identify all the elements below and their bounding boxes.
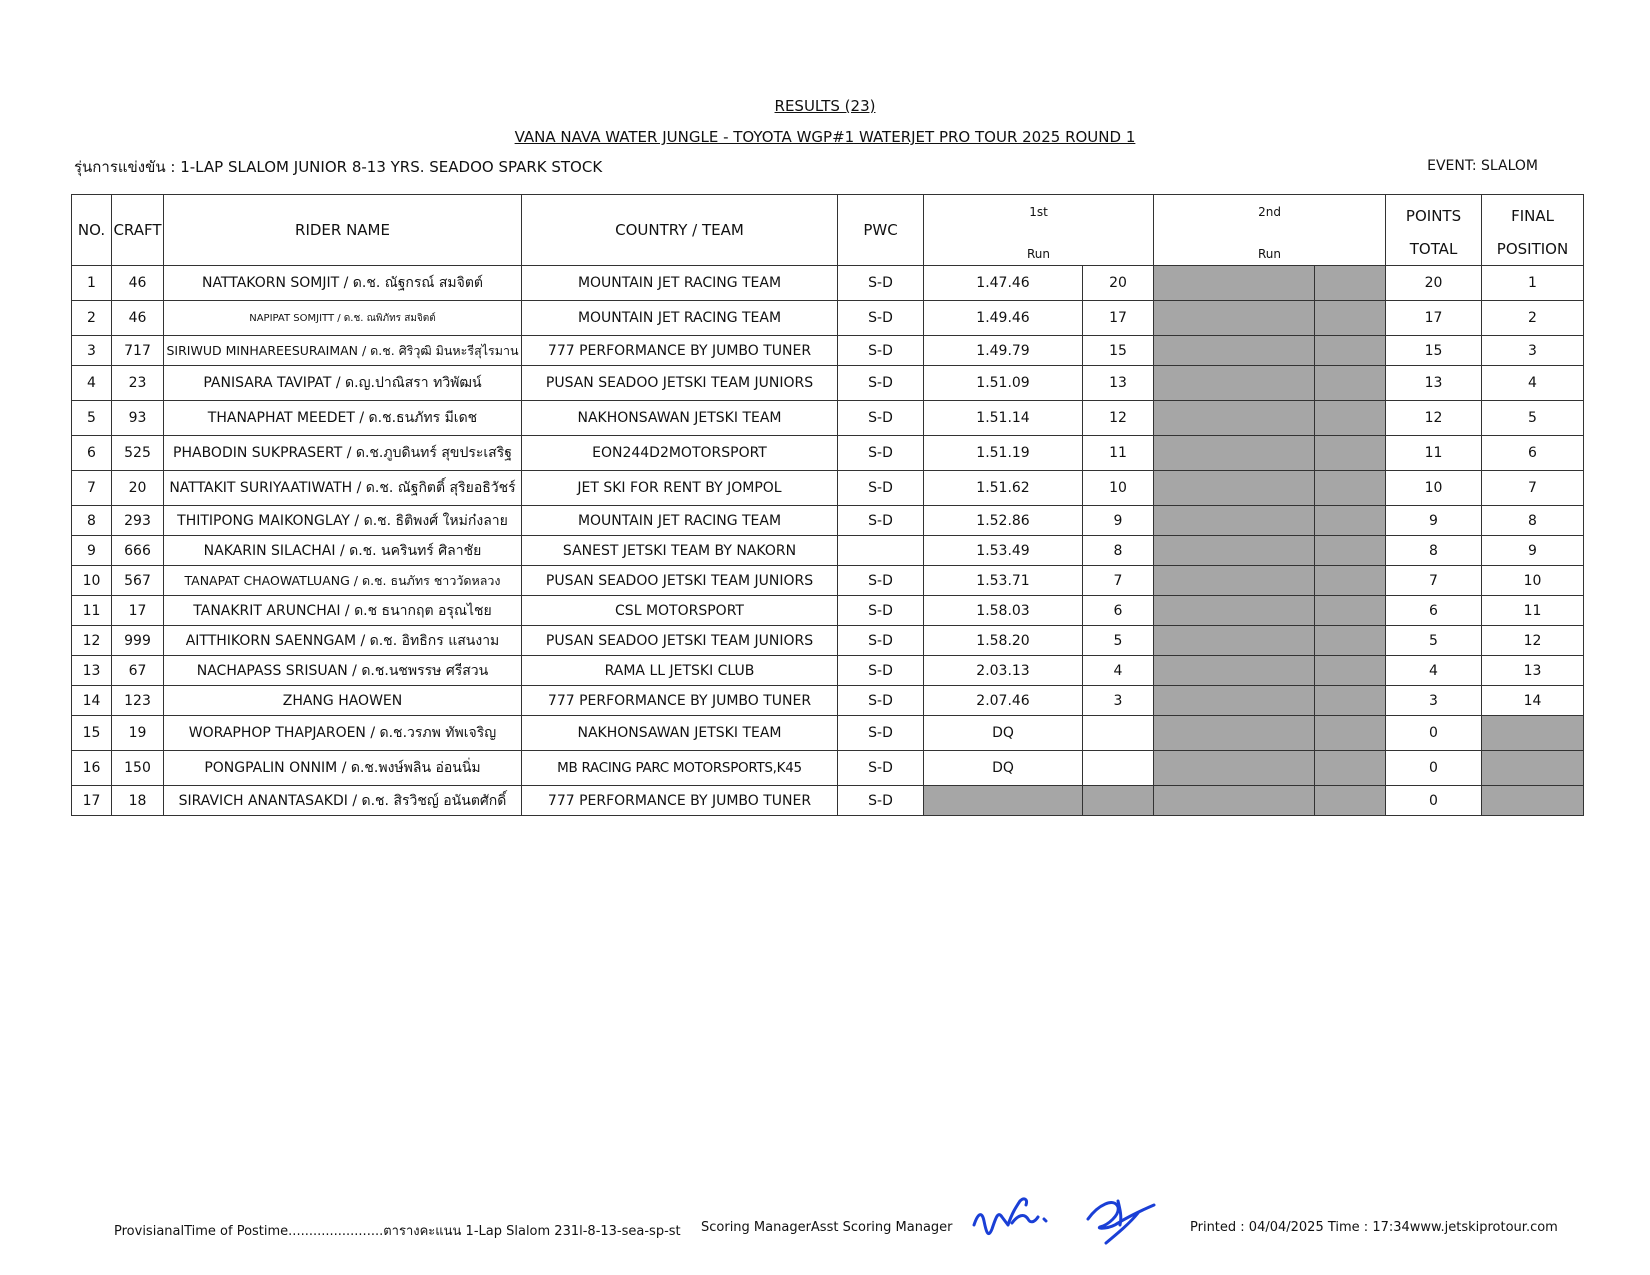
col-run2-header: 2nd (1154, 195, 1386, 234)
cell-pwc: S-D (838, 751, 924, 786)
cell-points-total: 3 (1386, 686, 1482, 716)
cell-run2-points (1315, 596, 1386, 626)
cell-run2-time (1154, 436, 1315, 471)
cell-pwc: S-D (838, 656, 924, 686)
cell-points-total: 0 (1386, 751, 1482, 786)
col-team-header: COUNTRY / TEAM (522, 195, 838, 266)
cell-craft: 666 (112, 536, 164, 566)
cell-run2-time (1154, 266, 1315, 301)
cell-no: 2 (72, 301, 112, 336)
cell-rider-name: NACHAPASS SRISUAN / ด.ช.นชพรรษ ศรีสวน (164, 656, 522, 686)
cell-run2-points (1315, 266, 1386, 301)
cell-run2-points (1315, 471, 1386, 506)
cell-run1-points (1083, 786, 1154, 816)
cell-no: 6 (72, 436, 112, 471)
cell-points-total: 17 (1386, 301, 1482, 336)
cell-no: 13 (72, 656, 112, 686)
cell-run2-time (1154, 301, 1315, 336)
cell-craft: 293 (112, 506, 164, 536)
cell-run1-time: 2.07.46 (924, 686, 1083, 716)
cell-run2-time (1154, 336, 1315, 366)
col-craft-header: CRAFT (112, 195, 164, 266)
table-row (72, 786, 1584, 816)
cell-rider-name: PONGPALIN ONNIM / ด.ช.พงษ์พลิน อ่อนนิ่ม (164, 751, 522, 786)
cell-final-position: 2 (1482, 301, 1584, 336)
cell-run1-points (1083, 751, 1154, 786)
cell-final-position: 7 (1482, 471, 1584, 506)
cell-craft: 23 (112, 366, 164, 401)
cell-rider-name: SIRAVICH ANANTASAKDI / ด.ช. สิรวิชญ์ อนันตศักดิ์ (164, 786, 522, 816)
cell-final-position: 9 (1482, 536, 1584, 566)
results-table (71, 194, 1584, 816)
cell-run1-time: 1.49.79 (924, 336, 1083, 366)
cell-run2-time (1154, 626, 1315, 656)
cell-final-position: 1 (1482, 266, 1584, 301)
cell-run2-time (1154, 566, 1315, 596)
cell-final-position: 10 (1482, 566, 1584, 596)
cell-craft: 93 (112, 401, 164, 436)
cell-run1-points: 11 (1083, 436, 1154, 471)
cell-final-position: 3 (1482, 336, 1584, 366)
cell-no: 12 (72, 626, 112, 656)
cell-run2-points (1315, 436, 1386, 471)
table-row (72, 751, 1584, 786)
cell-craft: 567 (112, 566, 164, 596)
cell-run1-points: 20 (1083, 266, 1154, 301)
cell-craft: 150 (112, 751, 164, 786)
cell-no: 16 (72, 751, 112, 786)
event-label: EVENT: SLALOM (1427, 158, 1538, 174)
cell-run1-points: 6 (1083, 596, 1154, 626)
cell-run2-time (1154, 471, 1315, 506)
cell-pwc: S-D (838, 401, 924, 436)
cell-no: 10 (72, 566, 112, 596)
cell-run1-time: 1.58.03 (924, 596, 1083, 626)
cell-no: 17 (72, 786, 112, 816)
cell-no: 8 (72, 506, 112, 536)
table-row (72, 656, 1584, 686)
cell-team: 777 PERFORMANCE BY JUMBO TUNER (522, 336, 838, 366)
cell-pwc: S-D (838, 266, 924, 301)
table-row (72, 566, 1584, 596)
cell-run2-points (1315, 336, 1386, 366)
cell-pwc: S-D (838, 596, 924, 626)
table-row (72, 506, 1584, 536)
cell-run1-points: 15 (1083, 336, 1154, 366)
footer-provisional: ProvisianalTime of Postime.......................ตารางคะแนน 1-Lap Slalom 231l-8-13-sea-sp-st (114, 1224, 681, 1239)
cell-run1-time: 1.49.46 (924, 301, 1083, 336)
col-points-subheader: TOTAL (1386, 233, 1482, 266)
cell-run2-points (1315, 656, 1386, 686)
cell-craft: 17 (112, 596, 164, 626)
cell-final-position: 12 (1482, 626, 1584, 656)
cell-pwc: S-D (838, 686, 924, 716)
cell-rider-name: SIRIWUD MINHAREESURAIMAN / ด.ช. ศิริวุฒิ มินหะรีสุไรมาน (164, 336, 522, 366)
cell-pwc: S-D (838, 566, 924, 596)
col-run2-subheader: Run (1154, 233, 1386, 266)
cell-points-total: 12 (1386, 401, 1482, 436)
col-pwc-header: PWC (838, 195, 924, 266)
cell-run1-time: 1.51.09 (924, 366, 1083, 401)
cell-points-total: 6 (1386, 596, 1482, 626)
col-run1-subheader: Run (924, 233, 1154, 266)
cell-run1-time: 1.58.20 (924, 626, 1083, 656)
cell-team: JET SKI FOR RENT BY JOMPOL (522, 471, 838, 506)
cell-run1-time: 1.51.19 (924, 436, 1083, 471)
table-row (72, 686, 1584, 716)
signature-1 (974, 1199, 1046, 1234)
cell-run1-time: 1.47.46 (924, 266, 1083, 301)
cell-run1-time (924, 786, 1083, 816)
cell-rider-name: NAKARIN SILACHAI / ด.ช. นครินทร์ ศิลาชัย (164, 536, 522, 566)
cell-team: 777 PERFORMANCE BY JUMBO TUNER (522, 786, 838, 816)
footer-scoring-manager: Scoring ManagerAsst Scoring Manager (701, 1220, 953, 1235)
cell-pwc: S-D (838, 336, 924, 366)
cell-team: NAKHONSAWAN JETSKI TEAM (522, 716, 838, 751)
cell-points-total: 8 (1386, 536, 1482, 566)
cell-run1-points: 7 (1083, 566, 1154, 596)
cell-rider-name: THANAPHAT MEEDET / ด.ช.ธนภัทร มีเดช (164, 401, 522, 436)
cell-points-total: 10 (1386, 471, 1482, 506)
event-subtitle: VANA NAVA WATER JUNGLE - TOYOTA WGP#1 WATERJET PRO TOUR 2025 ROUND 1 (514, 128, 1136, 146)
cell-pwc: S-D (838, 626, 924, 656)
cell-run1-time: DQ (924, 751, 1083, 786)
cell-rider-name: NAPIPAT SOMJITT / ด.ช. ณพิภัทร สมจิตต์ (164, 301, 522, 336)
cell-run2-time (1154, 686, 1315, 716)
cell-craft: 46 (112, 266, 164, 301)
cell-run2-time (1154, 536, 1315, 566)
col-final-header: FINAL (1482, 195, 1584, 234)
cell-run2-points (1315, 626, 1386, 656)
cell-run1-points: 12 (1083, 401, 1154, 436)
cell-run1-time: 1.51.14 (924, 401, 1083, 436)
cell-pwc: S-D (838, 471, 924, 506)
col-final-subheader: POSITION (1482, 233, 1584, 266)
cell-no: 5 (72, 401, 112, 436)
table-row (72, 301, 1584, 336)
cell-pwc: S-D (838, 301, 924, 336)
cell-final-position: 5 (1482, 401, 1584, 436)
cell-craft: 20 (112, 471, 164, 506)
cell-run1-points: 17 (1083, 301, 1154, 336)
cell-run1-points: 5 (1083, 626, 1154, 656)
cell-points-total: 15 (1386, 336, 1482, 366)
col-run1-header: 1st (924, 195, 1154, 234)
cell-final-position (1482, 786, 1584, 816)
cell-team: PUSAN SEADOO JETSKI TEAM JUNIORS (522, 566, 838, 596)
cell-team: MOUNTAIN JET RACING TEAM (522, 301, 838, 336)
cell-team: MOUNTAIN JET RACING TEAM (522, 506, 838, 536)
cell-pwc: S-D (838, 506, 924, 536)
cell-run1-points (1083, 716, 1154, 751)
cell-run2-time (1154, 656, 1315, 686)
cell-no: 11 (72, 596, 112, 626)
cell-points-total: 5 (1386, 626, 1482, 656)
cell-final-position: 6 (1482, 436, 1584, 471)
cell-no: 1 (72, 266, 112, 301)
cell-team: RAMA LL JETSKI CLUB (522, 656, 838, 686)
cell-run1-time: 1.51.62 (924, 471, 1083, 506)
cell-craft: 67 (112, 656, 164, 686)
cell-rider-name: TANAPAT CHAOWATLUANG / ด.ช. ธนภัทร ชาววัดหลวง (164, 566, 522, 596)
cell-run2-time (1154, 506, 1315, 536)
cell-run2-points (1315, 786, 1386, 816)
cell-no: 15 (72, 716, 112, 751)
cell-rider-name: AITTHIKORN SAENNGAM / ด.ช. อิทธิกร แสนงาม (164, 626, 522, 656)
cell-team: NAKHONSAWAN JETSKI TEAM (522, 401, 838, 436)
cell-run2-points (1315, 536, 1386, 566)
cell-points-total: 7 (1386, 566, 1482, 596)
cell-points-total: 13 (1386, 366, 1482, 401)
cell-run1-points: 13 (1083, 366, 1154, 401)
cell-final-position: 8 (1482, 506, 1584, 536)
table-row (72, 716, 1584, 751)
cell-craft: 19 (112, 716, 164, 751)
cell-run2-points (1315, 716, 1386, 751)
cell-run2-time (1154, 716, 1315, 751)
cell-run2-points (1315, 366, 1386, 401)
cell-craft: 999 (112, 626, 164, 656)
signatures-image (968, 1183, 1168, 1255)
cell-rider-name: NATTAKORN SOMJIT / ด.ช. ณัฐกรณ์ สมจิตต์ (164, 266, 522, 301)
table-row (72, 436, 1584, 471)
cell-run2-points (1315, 401, 1386, 436)
cell-rider-name: NATTAKIT SURIYAATIWATH / ด.ช. ณัฐกิตติ์ สุริยอธิวัชร์ (164, 471, 522, 506)
cell-craft: 46 (112, 301, 164, 336)
cell-rider-name: PHABODIN SUKPRASERT / ด.ช.ภูบดินทร์ สุขประเสริฐ (164, 436, 522, 471)
cell-run1-time: 1.52.86 (924, 506, 1083, 536)
cell-no: 7 (72, 471, 112, 506)
table-row (72, 626, 1584, 656)
cell-pwc: S-D (838, 786, 924, 816)
cell-team: PUSAN SEADOO JETSKI TEAM JUNIORS (522, 626, 838, 656)
cell-run1-time: 1.53.71 (924, 566, 1083, 596)
cell-points-total: 0 (1386, 716, 1482, 751)
cell-run2-time (1154, 366, 1315, 401)
cell-run2-points (1315, 301, 1386, 336)
cell-points-total: 4 (1386, 656, 1482, 686)
cell-points-total: 20 (1386, 266, 1482, 301)
cell-run1-points: 3 (1083, 686, 1154, 716)
cell-no: 3 (72, 336, 112, 366)
cell-run2-points (1315, 751, 1386, 786)
cell-final-position: 14 (1482, 686, 1584, 716)
cell-rider-name: TANAKRIT ARUNCHAI / ด.ช ธนากฤต อรุณไชย (164, 596, 522, 626)
cell-run2-points (1315, 566, 1386, 596)
results-title: RESULTS (23) (774, 97, 876, 115)
cell-no: 14 (72, 686, 112, 716)
cell-run1-time: 2.03.13 (924, 656, 1083, 686)
cell-final-position (1482, 751, 1584, 786)
cell-run1-points: 8 (1083, 536, 1154, 566)
cell-final-position (1482, 716, 1584, 751)
footer-printed: Printed : 04/04/2025 Time : 17:34www.jetskiprotour.com (1190, 1220, 1558, 1235)
col-no-header: NO. (72, 195, 112, 266)
table-row (72, 471, 1584, 506)
cell-run2-time (1154, 786, 1315, 816)
cell-team: 777 PERFORMANCE BY JUMBO TUNER (522, 686, 838, 716)
cell-points-total: 0 (1386, 786, 1482, 816)
cell-run2-time (1154, 596, 1315, 626)
cell-final-position: 11 (1482, 596, 1584, 626)
cell-no: 9 (72, 536, 112, 566)
cell-team: MB RACING PARC MOTORSPORTS,K45 (522, 751, 838, 786)
cell-pwc: S-D (838, 366, 924, 401)
cell-run1-points: 9 (1083, 506, 1154, 536)
cell-run2-time (1154, 401, 1315, 436)
table-row (72, 366, 1584, 401)
cell-team: EON244D2MOTORSPORT (522, 436, 838, 471)
cell-run1-points: 4 (1083, 656, 1154, 686)
cell-run1-points: 10 (1083, 471, 1154, 506)
cell-rider-name: ZHANG HAOWEN (164, 686, 522, 716)
cell-craft: 18 (112, 786, 164, 816)
cell-team: SANEST JETSKI TEAM BY NAKORN (522, 536, 838, 566)
col-points-header: POINTS (1386, 195, 1482, 234)
table-row (72, 266, 1584, 301)
cell-rider-name: WORAPHOP THAPJAROEN / ด.ช.วรภพ ทัพเจริญ (164, 716, 522, 751)
cell-pwc (838, 536, 924, 566)
cell-final-position: 13 (1482, 656, 1584, 686)
cell-rider-name: THITIPONG MAIKONGLAY / ด.ช. ธิติพงศ์ ใหม่ก๋งลาย (164, 506, 522, 536)
cell-no: 4 (72, 366, 112, 401)
cell-craft: 717 (112, 336, 164, 366)
table-row (72, 401, 1584, 436)
race-class-label: รุ่นการแข่งขัน : 1-LAP SLALOM JUNIOR 8-13 YRS. SEADOO SPARK STOCK (74, 158, 603, 176)
cell-run2-time (1154, 751, 1315, 786)
cell-craft: 525 (112, 436, 164, 471)
cell-final-position: 4 (1482, 366, 1584, 401)
cell-run2-points (1315, 686, 1386, 716)
cell-craft: 123 (112, 686, 164, 716)
cell-team: CSL MOTORSPORT (522, 596, 838, 626)
cell-points-total: 11 (1386, 436, 1482, 471)
cell-pwc: S-D (838, 436, 924, 471)
cell-pwc: S-D (838, 716, 924, 751)
table-row (72, 336, 1584, 366)
signature-2 (1088, 1201, 1154, 1243)
cell-run1-time: DQ (924, 716, 1083, 751)
cell-rider-name: PANISARA TAVIPAT / ด.ญ.ปาณิสรา ทวิพัฒน์ (164, 366, 522, 401)
cell-team: MOUNTAIN JET RACING TEAM (522, 266, 838, 301)
table-row (72, 596, 1584, 626)
cell-points-total: 9 (1386, 506, 1482, 536)
cell-run2-points (1315, 506, 1386, 536)
cell-run1-time: 1.53.49 (924, 536, 1083, 566)
col-rider-header: RIDER NAME (164, 195, 522, 266)
table-row (72, 536, 1584, 566)
cell-team: PUSAN SEADOO JETSKI TEAM JUNIORS (522, 366, 838, 401)
